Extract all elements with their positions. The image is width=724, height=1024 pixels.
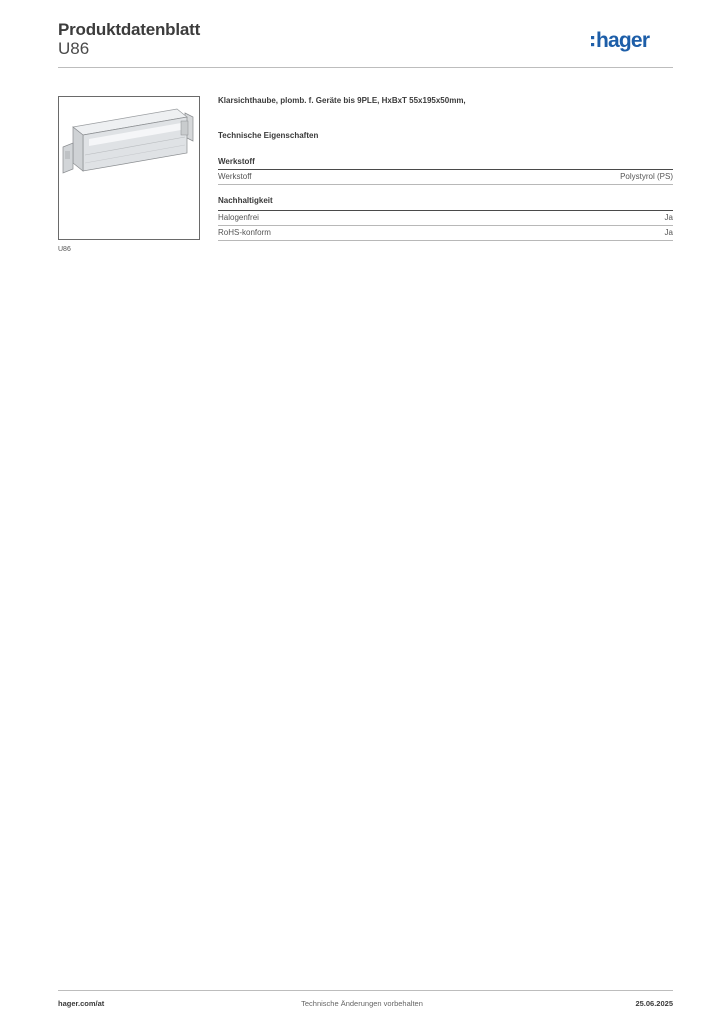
product-code: U86 <box>58 39 90 58</box>
property-value: Ja <box>664 228 673 237</box>
property-label: Werkstoff <box>218 172 252 181</box>
table-row <box>218 170 673 185</box>
footer-notice: Technische Änderungen vorbehalten <box>301 999 423 1008</box>
footer-divider <box>58 990 673 991</box>
property-value: Ja <box>664 213 673 222</box>
property-label: RoHS-konform <box>218 228 271 237</box>
product-description: Klarsichthaube, plomb. f. Geräte bis 9PLE, HxBxT 55x195x50mm, <box>218 96 466 105</box>
property-label: Halogenfrei <box>218 213 259 222</box>
werkstoff-table <box>218 169 673 185</box>
logo-text: hager <box>596 29 650 52</box>
product-image <box>58 96 200 240</box>
footer-date: 25.06.2025 <box>635 999 673 1008</box>
nachhaltigkeit-table <box>218 210 673 241</box>
group-title-werkstoff: Werkstoff <box>218 157 255 166</box>
group-title-nachhaltigkeit: Nachhaltigkeit <box>218 196 273 205</box>
table-row <box>218 211 673 226</box>
hager-logo <box>591 27 673 55</box>
technical-properties-heading: Technische Eigenschaften <box>218 131 319 140</box>
clear-cover-illustration <box>59 97 199 239</box>
image-caption: U86 <box>58 246 71 253</box>
header-divider <box>58 67 673 68</box>
footer-website-link[interactable]: hager.com/at <box>58 999 105 1008</box>
table-row <box>218 226 673 241</box>
property-value: Polystyrol (PS) <box>620 172 673 181</box>
document-title: Produktdatenblatt <box>58 20 201 39</box>
